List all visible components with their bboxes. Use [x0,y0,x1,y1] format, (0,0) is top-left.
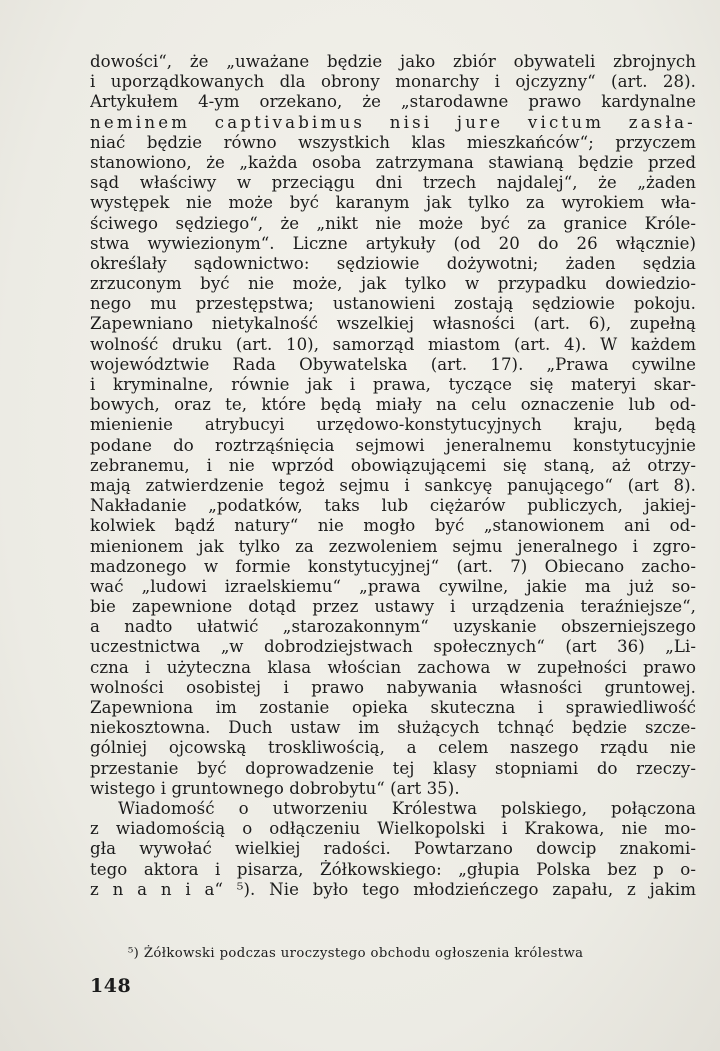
text-line: i uporządkowanych dla obrony monarchy i ojczyzny“ (art. 28). [90,72,696,92]
text-line: Zapewniona im zostanie opieka skuteczna i sprawiedliwość [90,698,696,717]
text-line: niać będzie równo wszystkich klas mieszkańców“; przyczem [90,132,696,152]
text-line: Nakładanie „podatków, taks lub ciężarów publiczych, jakiej- [90,496,696,516]
text-line: zebranemu, i nie wprzód obowiązującemi się staną, aż otrzy- [90,455,696,475]
text-line: dowości“, że „uważane będzie jako zbiór obywateli zbrojnych [90,52,696,71]
text-line: gła wywołać wielkiej radości. Powtarzano dowcip znakomi- [90,839,696,859]
text-line: stwa wywiezionym“. Liczne artykuły (od 20 do 26 włącznie) [90,233,696,253]
text-line: madzonego w formie konstytucyjnej“ (art. 7) Obiecano zacho- [90,556,696,576]
text-line: niekosztowna. Duch ustaw im służących tchnąć będzie szcze- [90,718,696,738]
text-line: mienienie atrybucyi urzędowo-konstytucyjnych kraju, będą [90,415,696,435]
text-line: stanowiono, że „każda osoba zatrzymana stawianą będzie przed [90,152,696,172]
text-line: z wiadomością o odłączeniu Wielkopolski i Krakowa, nie mo- [90,819,696,839]
text-line: podane do roztrząśnięcia sejmowi jeneralnemu konstytucyjnie [90,435,696,455]
text-line: czna i użyteczna klasa włościan zachowa w zupełności prawo [90,657,696,677]
text-line: kolwiek bądź natury“ nie mogło być „stanowionem ani od- [90,516,696,536]
text-line: mają zatwierdzenie tegoż sejmu i sankcyę panującego“ (art 8). [90,475,696,495]
text-line: wolność druku (art. 10), samorząd miastom (art. 4). W każdem [90,334,696,354]
text-line: a nadto ułatwić „starozakonnym“ uzyskanie obszerniejszego [90,617,696,637]
text-line: i kryminalne, równie jak i prawa, tyczące się materyi skar- [90,375,696,394]
text-line: przestanie być doprowadzenie tej klasy stopniami do rzeczy- [90,758,696,778]
footnote: ⁵) Żółkowski podczas uroczystego obchodu ogłoszenia królestwa [128,946,584,961]
text-line: Zapewniano nietykalność wszelkiej własności (art. 6), zupełną [90,314,696,334]
text-line: mienionem jak tylko za zezwoleniem sejmu jeneralnego i zgro- [90,536,696,556]
text-line: sąd właściwy w przeciągu dni trzech najdalej“, że „żaden [90,173,696,193]
text-line: gólniej ojcowską troskliwością, a celem naszego rządu nie [90,738,696,758]
text-line: bowych, oraz te, które będą miały na celu oznaczenie lub od- [90,395,696,415]
text-line: nego mu przestępstwa; ustanowieni zostają sędziowie pokoju. [90,294,696,314]
text-line: bie zapewnione dotąd przez ustawy i urządzenia teraźniejsze“, [90,597,696,617]
text-line: zrzuconym być nie może, jak tylko w przypadku dowiedzio- [90,274,696,294]
text-line: Wiadomość o utworzeniu Królestwa polskiego, połączona [118,798,696,818]
text-line: wolności osobistej i prawo nabywania własności gruntowej. [90,677,696,697]
text-line: uczestnictwa „w dobrodziejstwach społecznych“ (art 36) „Li- [90,637,696,657]
text-line: neminem captivabimus nisi jure victum zasła- [90,112,696,132]
text-line: wistego i gruntownego dobrobytu“ (art 35). [90,778,460,798]
text-line: Artykułem 4-ym orzekano, że „starodawne prawo kardynalne [90,92,696,112]
text-line: określały sądownictwo: sędziowie dożywotni; żaden sędzia [90,253,696,273]
text-line: występek nie może być karanym jak tylko za wyrokiem wła- [90,193,696,213]
body-text [90,52,696,900]
text-line: ściwego sędziego“, że „nikt nie może być za granice Króle- [90,213,696,233]
page-number: 148 [90,975,132,997]
text-line: tego aktora i pisarza, Żółkowskiego: „głupia Polska bez p o- [90,859,696,879]
text-line: z n a n i a“ ⁵). Nie było tego młodzieńczego zapału, z jakim [90,879,696,899]
text-line: wać „ludowi izraelskiemu“ „prawa cywilne, jakie ma już so- [90,576,696,596]
text-line: województwie Rada Obywatelska (art. 17). „Prawa cywilne [90,354,696,374]
